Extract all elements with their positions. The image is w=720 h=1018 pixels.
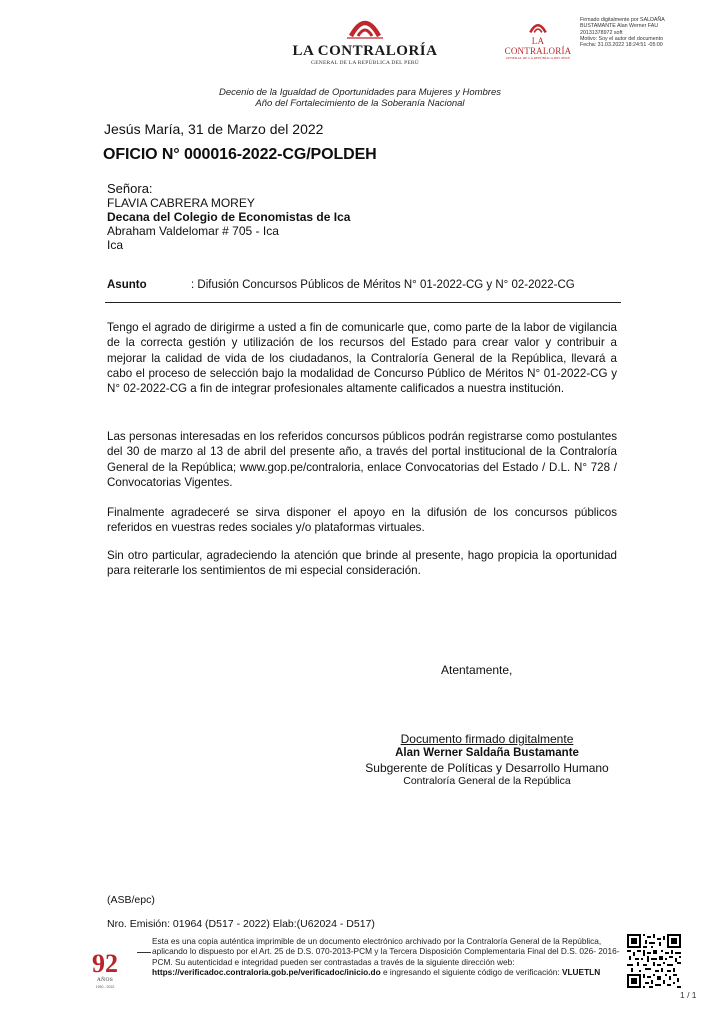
- decree-line-1: Decenio de la Igualdad de Oportunidades para Mujeres y Hombres: [219, 87, 501, 98]
- contraloria-emblem-icon: [345, 14, 385, 42]
- subject-text: : Difusión Concursos Públicos de Méritos N° 01-2022-CG y N° 02-2022-CG: [191, 279, 575, 291]
- oficio-number: OFICIO N° 000016-2022-CG/POLDEH: [103, 146, 377, 163]
- verification-code: VLUETLN: [561, 966, 601, 977]
- stamp-line: 20131378972 soft: [580, 29, 623, 36]
- anniversary-label: AÑOS: [96, 977, 114, 983]
- footer-dash: [137, 952, 151, 953]
- salutation: Señora:: [107, 181, 153, 196]
- digital-signature-stamp: [580, 17, 712, 48]
- anniversary-years: 1930 - 2022: [95, 985, 115, 989]
- stamp-line: Firmado digitalmente por SALDAÑA: [580, 17, 665, 23]
- recipient-title: Decana del Colegio de Economistas de Ica: [107, 210, 351, 224]
- digital-signature-note-text: Documento firmado digitalmente: [400, 732, 574, 746]
- anniversary-logo: [82, 947, 128, 995]
- page-number: 1 / 1: [680, 990, 697, 1000]
- stamp-line: Fecha: 31.03.2022 18:24:51 -05:00: [580, 42, 663, 49]
- small-logo-title: LA CONTRALORÍA: [504, 36, 572, 56]
- body-paragraph-4: Sin otro particular, agradeciendo la atención que brinde al presente, hago propicia la oportunidad para reiterarle los sentimientos de mi especial consideración.: [107, 549, 617, 578]
- qr-code-icon: [627, 934, 681, 988]
- digital-signature-note: [340, 732, 634, 746]
- contraloria-logo: [290, 14, 440, 66]
- place-date: Jesús María, 31 de Marzo del 2022: [104, 121, 324, 137]
- body-paragraph-1: Tengo el agrado de dirigirme a usted a fin de comunicarle que, como parte de la labor de vigilancia de la correcta gestión y utilización de los recursos del Estado para crear valor y contribuir a mejorar la calidad de vida de los ciudadanos, la Contraloría General de la República, llevará a cabo el proceso de selección bajo la modalidad de Concurso Público de Méritos N° 01-2022-CG y N° 02-2022-CG a fin de integrar profesionales altamente calificados a nuestra institución.: [107, 321, 617, 396]
- anniversary-number: 92: [92, 949, 118, 978]
- emission-number: Nro. Emisión: 01964 (D517 - 2022) Elab:(U62024 - D517): [107, 918, 375, 930]
- signer-name: Alan Werner Saldaña Bustamante: [395, 747, 579, 759]
- small-logo-subtitle: GENERAL DE LA REPÚBLICA DEL PERÚ: [505, 56, 571, 60]
- verification-url[interactable]: https://verificadoc.contraloria.gob.pe/verificadoc/inicio.do: [152, 966, 381, 977]
- initials: (ASB/epc): [107, 894, 155, 906]
- signer-organization: Contraloría General de la República: [403, 775, 571, 787]
- decree-line-2: Año del Fortalecimiento de la Soberanía Nacional: [255, 98, 465, 109]
- verification-text: Esta es una copia auténtica imprimible de un documento electrónico archivado por la Contraloría General de la República, aplicando lo dispuesto por el Art. 25 de D.S. 070-2013-PCM y la Tercera Disposición Complementaria Final del D.S. 026- 2016-PCM. Su autenticidad e integridad pueden ser contrastadas a través de la siguiente dirección web:: [152, 936, 620, 967]
- logo-subtitle: GENERAL DE LA REPÚBLICA DEL PERÚ: [311, 60, 419, 66]
- stamp-line: BUSTAMANTE Alan Werner FAU: [580, 23, 659, 30]
- body-paragraph-3: Finalmente agradeceré se sirva disponer el apoyo en la difusión de los concursos públicos referidos en vuestras redes sociales y/o plataformas virtuales.: [107, 506, 617, 535]
- contraloria-small-emblem-icon: [527, 20, 549, 36]
- closing: Atentamente,: [441, 663, 513, 677]
- subject-divider: [105, 302, 621, 303]
- recipient-city: Ica: [107, 238, 124, 252]
- recipient-address: Abraham Valdelomar # 705 - Ica: [107, 224, 279, 238]
- verification-text-2: e ingresando el siguiente código de verificación:: [382, 966, 560, 977]
- verification-notice: [152, 936, 621, 977]
- logo-title: LA CONTRALORÍA: [292, 43, 438, 59]
- signer-role: Subgerente de Políticas y Desarrollo Humano: [365, 761, 609, 775]
- stamp-line: Motivo: Soy el autor del documento: [580, 35, 664, 42]
- subject-label: Asunto: [107, 279, 147, 291]
- contraloria-small-logo: [498, 20, 578, 60]
- body-paragraph-2: Las personas interesadas en los referidos concursos públicos podrán registrarse como postulantes del 30 de marzo al 13 de abril del presente año, a través del portal institucional de la Contraloría General de la República; www.gop.pe/contraloria, enlace Convocatorias del Estado / D.L. N° 728 / Convocatorias Vigentes.: [107, 430, 617, 489]
- recipient-name: FLAVIA CABRERA MOREY: [107, 196, 255, 210]
